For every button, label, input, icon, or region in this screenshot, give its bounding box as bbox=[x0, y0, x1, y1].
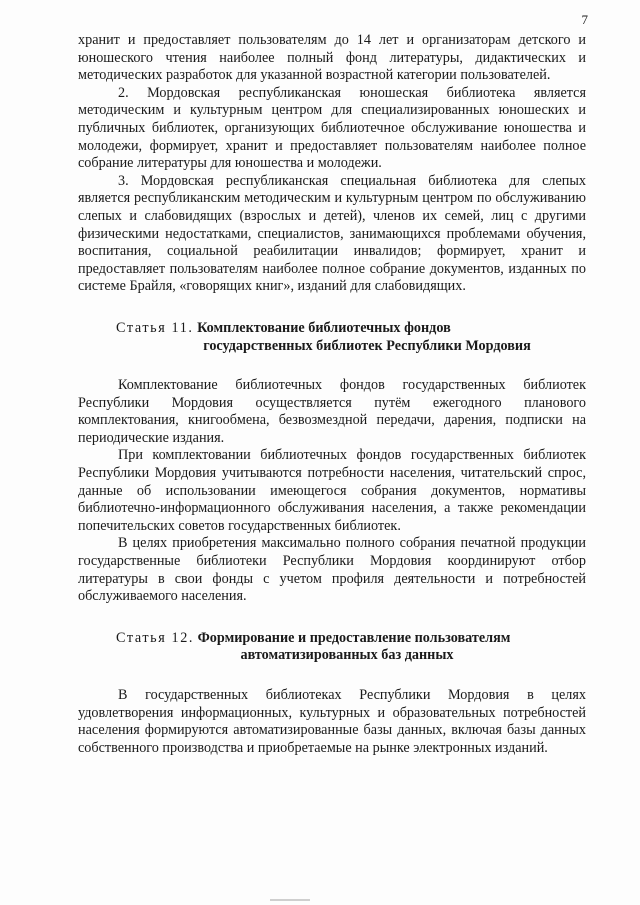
article-11-paragraph: Комплектование библиотечных фондов государственных библиотек Республики Мордовия осуществляется путём ежегодного планового комплектования, книгообмена, безвозмездной передачи, дарения, подписки на периодические издания. bbox=[78, 377, 586, 446]
article-12-paragraph: В государственных библиотеках Республики Мордовия в целях удовлетворения информационных, культурных и образовательных потребностей населения формируются автоматизированные базы данных, включая базы данных собственного производства и приобретаемые на рынке электронных изданий. bbox=[78, 687, 586, 756]
article-12-number: Статья 12. bbox=[116, 629, 195, 646]
scan-artifact bbox=[270, 899, 310, 901]
article-12-title-line2: автоматизированных баз данных bbox=[240, 647, 454, 664]
document-body bbox=[78, 32, 586, 757]
article-11-title-line1: Комплектование библиотечных фондов bbox=[197, 319, 451, 336]
article-11-heading bbox=[78, 320, 586, 355]
article-11-paragraph: В целях приобретения максимально полного собрания печатной продукции государственные библиотеки Республики Мордовия координируют отбор литературы в свои фонды с учетом профиля деятельности и потребностей обслуживаемого населения. bbox=[78, 535, 586, 605]
paragraph-blind-library: 3. Мордовская республиканская специальная библиотека для слепых является республиканским методическим и культурным центром по обслуживанию слепых и слабовидящих (взрослых и детей), членов их семей, лиц с другими физическими недостатками, специалистов, занимающихся проблемами обучения, воспитания, социальной реабилитации инвалидов; формирует, хранит и предоставляет пользователям наиболее полное собрание документов, изданных по системе Брайля, «говорящих книг», изданий для слабовидящих. bbox=[78, 172, 586, 295]
article-11-number: Статья 11. bbox=[116, 319, 194, 336]
article-11-paragraph: При комплектовании библиотечных фондов государственных библиотек Республики Мордовия учитываются потребности населения, читательский спрос, данные об использовании имеющегося собрания документов, нормативы библиотечно-информационного обслуживания населения, а также рекомендации попечительских советов государственных библиотек. bbox=[78, 447, 586, 534]
article-11-title-line2: государственных библиотек Республики Мордовия bbox=[203, 337, 531, 354]
article-12-heading bbox=[78, 630, 586, 665]
paragraph-continued: хранит и предоставляет пользователям до 14 лет и организаторам детского и юношеского чтения наиболее полный фонд литературы, дидактических и методических разработок для указанной возрастной категории пользователей. bbox=[78, 32, 586, 84]
article-12-title-line1: Формирование и предоставление пользователям bbox=[197, 629, 511, 646]
page-number: 7 bbox=[581, 12, 588, 27]
paragraph-youth-library: 2. Мордовская республиканская юношеская библиотека является методическим и культурным центром для специализированных юношеских и публичных библиотек, организующих библиотечное обслуживание юношества и молодежи, формирует, хранит и предоставляет пользователям наиболее полное собрание литературы для юношества и молодежи. bbox=[78, 84, 586, 172]
